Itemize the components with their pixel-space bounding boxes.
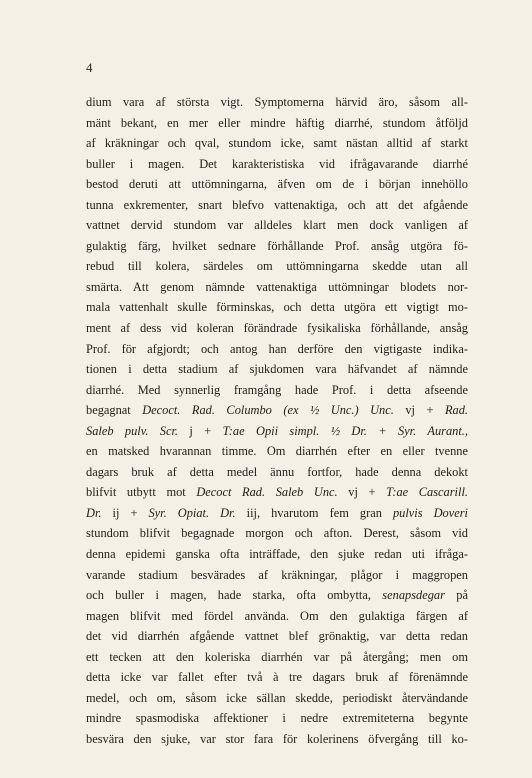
text-line: [86, 174, 468, 195]
text-segment: diarrhé. Med synnerlig framgång hade Prof. i detta afseende: [86, 382, 468, 397]
text-line: [86, 133, 468, 154]
italic-text: Decoct Rad. Saleb Unc.: [196, 485, 338, 500]
text-line: [86, 482, 468, 503]
text-segment: vj +: [337, 485, 387, 500]
text-line: [86, 708, 468, 729]
text-segment: på: [444, 588, 468, 603]
text-segment: magen blifvit med fördel använda. Om den gulaktiga färgen af: [86, 608, 468, 623]
text-line: [86, 113, 468, 134]
text-segment: mindre spasmodiska affektioner i nedre extremiteterna begynte: [86, 711, 468, 726]
text-line: [86, 565, 468, 586]
text-line: [86, 195, 468, 216]
text-line: [86, 318, 468, 339]
page-number: 4: [86, 60, 93, 75]
text-segment: af kräkningar och qval, stundom icke, samt nästan alltid af starkt: [86, 136, 468, 151]
text-segment: vattnet dervid stundom var alldeles klart men dock vanligen af: [86, 218, 468, 233]
text-segment: varande stadium besvärades af kräkningar, plågor i maggropen: [86, 567, 468, 582]
text-line: [86, 236, 468, 257]
text-segment: tunna exkrementer, snart blefvo vattenaktiga, och att det afgående: [86, 197, 468, 212]
text-segment: vj +: [393, 403, 445, 418]
text-segment: dagars bruk af detta medel ännu fortfor, hade denna dekokt: [86, 464, 468, 479]
text-segment: tionen i detta stadium af sjukdomen vara häfvandet af nämnde: [86, 362, 468, 377]
body-text: [86, 92, 468, 750]
text-segment: medel, och om, såsom icke sällan skedde, periodiskt återvändande: [86, 690, 468, 705]
text-segment: besvära den sjuke, var stor fara för kolerinens öfvergång till ko-: [86, 731, 468, 746]
italic-text: Saleb pulv. Scr.: [86, 423, 179, 438]
italic-text: Rad.: [444, 403, 468, 418]
text-line: [86, 359, 468, 380]
text-line: [86, 544, 468, 565]
italic-text: pulvis Doveri: [392, 505, 468, 520]
text-segment: begagnat: [86, 403, 143, 418]
text-line: [86, 400, 468, 421]
text-segment: rebud till kolera, särdeles om uttömningarna skedde utan all: [86, 259, 468, 274]
text-line: [86, 585, 468, 606]
text-segment: j +: [178, 423, 223, 438]
text-segment: buller i magen. Det karakteristiska vid ifrågavarande diarrhé: [86, 156, 468, 171]
italic-text: T:ae Cascarill.: [386, 485, 468, 500]
text-segment: Prof. för afgjordt; och antog han derföre den vigtigaste indika-: [86, 341, 468, 356]
text-line: [86, 441, 468, 462]
text-segment: iij, hvarutom fem gran: [235, 505, 393, 520]
text-segment: dium vara af största vigt. Symptomerna härvid äro, såsom all-: [86, 95, 468, 109]
text-line: [86, 688, 468, 709]
text-line: [86, 380, 468, 401]
text-line: [86, 277, 468, 298]
text-segment: mänt bekant, en mer eller mindre häftig diarrhé, stundom åtföljd: [86, 115, 468, 130]
text-segment: en matsked hvarannan timme. Om diarrhén efter en eller tvenne: [86, 444, 468, 459]
text-segment: det vid diarrhén afgående vattnet blef grönaktig, var detta redan: [86, 629, 468, 644]
text-line: [86, 523, 468, 544]
text-line: [86, 462, 468, 483]
text-line: [86, 215, 468, 236]
text-line: [86, 154, 468, 175]
text-line: [86, 729, 468, 750]
text-segment: ment af dess vid koleran förändrade fysikaliska förhållande, ansåg: [86, 321, 468, 336]
text-segment: bestod deruti att uttömningarna, äfven om de i början innehöllo: [86, 177, 468, 192]
text-line: [86, 421, 468, 442]
text-line: [86, 92, 468, 113]
text-line: [86, 647, 468, 668]
text-segment: ij +: [101, 505, 149, 520]
text-segment: stundom blifvit begagnade morgon och afton. Derest, såsom vid: [86, 526, 468, 541]
text-segment: mala vattenhalt skulle förminskas, och detta utgöra ett vigtigt mo-: [86, 300, 468, 315]
text-line: [86, 256, 468, 277]
text-segment: detta icke var fallet efter två à tre dagars bruk af förenämnde: [86, 670, 468, 685]
text-line: [86, 667, 468, 688]
text-segment: och buller i magen, hade starka, ofta ombytta,: [86, 588, 383, 603]
text-line: [86, 503, 468, 524]
text-segment: denna epidemi ganska ofta inträffade, den sjuke redan uti ifråga-: [86, 547, 468, 562]
italic-text: Dr.: [86, 505, 102, 520]
text-line: [86, 626, 468, 647]
italic-text: T:ae Opii simpl. ½ Dr. + Syr. Aurant.,: [222, 423, 468, 438]
text-segment: blifvit utbytt mot: [86, 485, 197, 500]
text-segment: smärta. Att genom nämnde vattenaktiga uttömningar blodets nor-: [86, 279, 468, 294]
text-line: [86, 606, 468, 627]
text-line: [86, 297, 468, 318]
italic-text: Syr. Opiat. Dr.: [148, 505, 236, 520]
text-line: [86, 339, 468, 360]
text-segment: gulaktig färg, hvilket sednare förhållande Prof. ansåg utgöra fö-: [86, 238, 468, 253]
italic-text: Decoct. Rad. Columbo (ex ½ Unc.) Unc.: [142, 403, 394, 418]
italic-text: senapsdegar: [382, 588, 445, 603]
text-segment: ett tecken att den koleriska diarrhén var på återgång; men om: [86, 649, 468, 664]
